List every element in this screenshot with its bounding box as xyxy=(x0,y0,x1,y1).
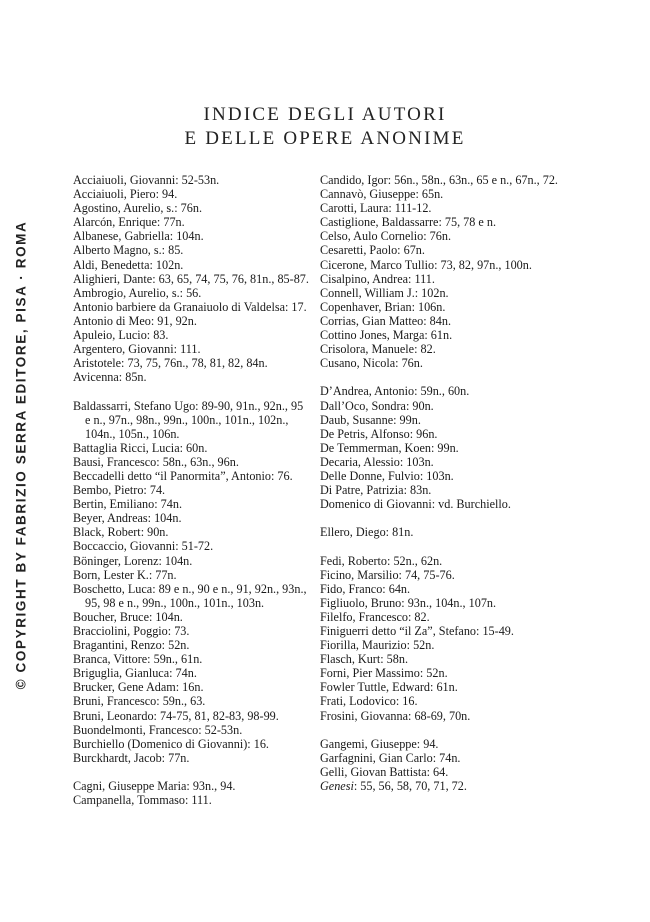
section-gap xyxy=(320,539,558,553)
index-entry: Born, Lester K.: 77n. xyxy=(73,567,177,582)
section-gap xyxy=(320,370,558,384)
index-entry: Fedi, Roberto: 52n., 62n. xyxy=(320,553,443,568)
index-entry: Acciaiuoli, Piero: 94. xyxy=(73,187,178,202)
section-gap xyxy=(73,765,311,779)
index-entry: Bembo, Pietro: 74. xyxy=(73,483,166,498)
index-entry: Cisalpino, Andrea: 111. xyxy=(320,271,435,286)
index-entry: Burckhardt, Jacob: 77n. xyxy=(73,750,190,765)
index-entry: Cusano, Nicola: 76n. xyxy=(320,356,423,371)
index-entry: Connell, William J.: 102n. xyxy=(320,285,449,300)
index-entry: De Temmerman, Koen: 99n. xyxy=(320,440,459,455)
index-entry: Fowler Tuttle, Edward: 61n. xyxy=(320,680,458,695)
index-entry: Campanella, Tommaso: 111. xyxy=(73,793,212,808)
index-entry: Cicerone, Marco Tullio: 73, 82, 97n., 100n. xyxy=(320,257,532,272)
index-entry: Apuleio, Lucio: 83. xyxy=(73,328,169,343)
index-entry: Branca, Vittore: 59n., 61n. xyxy=(73,652,203,667)
index-entry: Boccaccio, Giovanni: 51-72. xyxy=(73,539,214,554)
index-entry: Candido, Igor: 56n., 58n., 63n., 65 e n., 67n., 72. xyxy=(320,173,558,187)
index-entry: Boucher, Bruce: 104n. xyxy=(73,609,183,624)
index-entry: Daub, Susanne: 99n. xyxy=(320,412,421,427)
index-entry: Battaglia Ricci, Lucia: 60n. xyxy=(73,440,208,455)
index-entry: Frati, Lodovico: 16. xyxy=(320,694,418,709)
index-entry: Copenhaver, Brian: 106n. xyxy=(320,299,446,314)
index-entry: Black, Robert: 90n. xyxy=(73,525,169,540)
index-entry: Böninger, Lorenz: 104n. xyxy=(73,553,193,568)
index-entry: Buondelmonti, Francesco: 52-53n. xyxy=(73,722,243,737)
index-entry: Frosini, Giovanna: 68-69, 70n. xyxy=(320,708,471,723)
index-entry: Aristotele: 73, 75, 76n., 78, 81, 82, 84n. xyxy=(73,356,268,371)
index-entry: Decaria, Alessio: 103n. xyxy=(320,454,434,469)
index-entry: Burchiello (Domenico di Giovanni): 16. xyxy=(73,736,269,751)
index-entry: Alighieri, Dante: 63, 65, 74, 75, 76, 81n., 85-87. xyxy=(73,271,309,286)
index-entry: D’Andrea, Antonio: 59n., 60n. xyxy=(320,384,470,399)
index-entry: Genesi: 55, 56, 58, 70, 71, 72. xyxy=(320,779,467,794)
index-entry: Alberto Magno, s.: 85. xyxy=(73,243,184,258)
index-entry: Fido, Franco: 64n. xyxy=(320,581,411,596)
index-entry: Ambrogio, Aurelio, s.: 56. xyxy=(73,285,202,300)
index-entry: Corrias, Gian Matteo: 84n. xyxy=(320,313,451,328)
index-entry: Filelfo, Francesco: 82. xyxy=(320,609,430,624)
section-gap xyxy=(320,511,558,525)
index-entry: Alarcón, Enrique: 77n. xyxy=(73,215,185,230)
index-entry: Finiguerri detto “il Za”, Stefano: 15-49. xyxy=(320,624,514,638)
page-title-line-1: INDICE DEGLI AUTORI xyxy=(203,104,447,125)
index-entry: Beyer, Andreas: 104n. xyxy=(73,511,182,526)
index-entry: Bausi, Francesco: 58n., 63n., 96n. xyxy=(73,454,239,469)
index-entry: Delle Donne, Fulvio: 103n. xyxy=(320,468,454,483)
index-entry: Gangemi, Giuseppe: 94. xyxy=(320,736,439,751)
index-entry: De Petris, Alfonso: 96n. xyxy=(320,426,438,441)
section-gap xyxy=(320,723,558,737)
index-entry: Ficino, Marsilio: 74, 75-76. xyxy=(320,567,455,582)
index-entry: Cesaretti, Paolo: 67n. xyxy=(320,243,425,258)
index-entry: Cannavò, Giuseppe: 65n. xyxy=(320,187,444,202)
index-entry: Boschetto, Luca: 89 e n., 90 e n., 91, 92n., 93n., 95, 98 e n., 99n., 100n., 101n., 103n. xyxy=(73,581,307,610)
section-gap xyxy=(73,384,311,398)
index-entry: Avicenna: 85n. xyxy=(73,370,147,385)
index-entry: Celso, Aulo Cornelio: 76n. xyxy=(320,229,452,244)
index-entry: Argentero, Giovanni: 111. xyxy=(73,342,201,357)
index-entry: Di Patre, Patrizia: 83n. xyxy=(320,483,432,498)
index-entry: Forni, Pier Massimo: 52n. xyxy=(320,666,448,681)
index-entry: Antonio barbiere da Granaiuolo di Valdelsa: 17. xyxy=(73,299,307,314)
index-entry: Brucker, Gene Adam: 16n. xyxy=(73,680,204,695)
index-entry: Carotti, Laura: 111-12. xyxy=(320,201,432,216)
index-entry: Antonio di Meo: 91, 92n. xyxy=(73,313,197,328)
index-entry: Bracciolini, Poggio: 73. xyxy=(73,624,190,638)
index-entry: Agostino, Aurelio, s.: 76n. xyxy=(73,201,202,216)
index-entry: Flasch, Kurt: 58n. xyxy=(320,652,409,667)
index-entry: Garfagnini, Gian Carlo: 74n. xyxy=(320,750,461,765)
index-entry: Ellero, Diego: 81n. xyxy=(320,525,414,540)
copyright-vertical xyxy=(6,220,36,690)
index-entry: Bruni, Leonardo: 74-75, 81, 82-83, 98-99. xyxy=(73,708,279,723)
copyright-text: © COPYRIGHT BY FABRIZIO SERRA EDITORE, PISA · ROMA xyxy=(13,220,29,690)
index-entry: Bruni, Francesco: 59n., 63. xyxy=(73,694,206,709)
index-entry: Cottino Jones, Marga: 61n. xyxy=(320,328,453,343)
index-entry: Bertin, Emiliano: 74n. xyxy=(73,497,182,512)
index-entry: Albanese, Gabriella: 104n. xyxy=(73,229,204,244)
index-column-left xyxy=(73,173,311,807)
index-column-right xyxy=(320,173,558,793)
index-entry: Baldassarri, Stefano Ugo: 89-90, 91n., 92n., 95 e n., 97n., 98n., 99n., 100n., 101n., 102n., 104n., 105n., 106n. xyxy=(73,398,304,441)
page-title-line-2: E DELLE OPERE ANONIME xyxy=(184,128,466,149)
index-entry: Briguglia, Gianluca: 74n. xyxy=(73,666,197,681)
index-entry: Castiglione, Baldassarre: 75, 78 e n. xyxy=(320,215,497,230)
index-entry: Beccadelli detto “il Panormita”, Antonio: 76. xyxy=(73,468,293,483)
index-entry: Cagni, Giuseppe Maria: 93n., 94. xyxy=(73,779,236,794)
index-entry: Gelli, Giovan Battista: 64. xyxy=(320,764,449,779)
index-entry: Fiorilla, Maurizio: 52n. xyxy=(320,638,435,653)
index-entry: Dall’Oco, Sondra: 90n. xyxy=(320,398,434,413)
index-entry: Aldi, Benedetta: 102n. xyxy=(73,257,184,272)
index-entry: Acciaiuoli, Giovanni: 52-53n. xyxy=(73,173,220,187)
index-entry: Domenico di Giovanni: vd. Burchiello. xyxy=(320,497,511,512)
index-entry: Figliuolo, Bruno: 93n., 104n., 107n. xyxy=(320,595,497,610)
index-entry: Crisolora, Manuele: 82. xyxy=(320,342,436,357)
index-entry: Bragantini, Renzo: 52n. xyxy=(73,638,190,653)
